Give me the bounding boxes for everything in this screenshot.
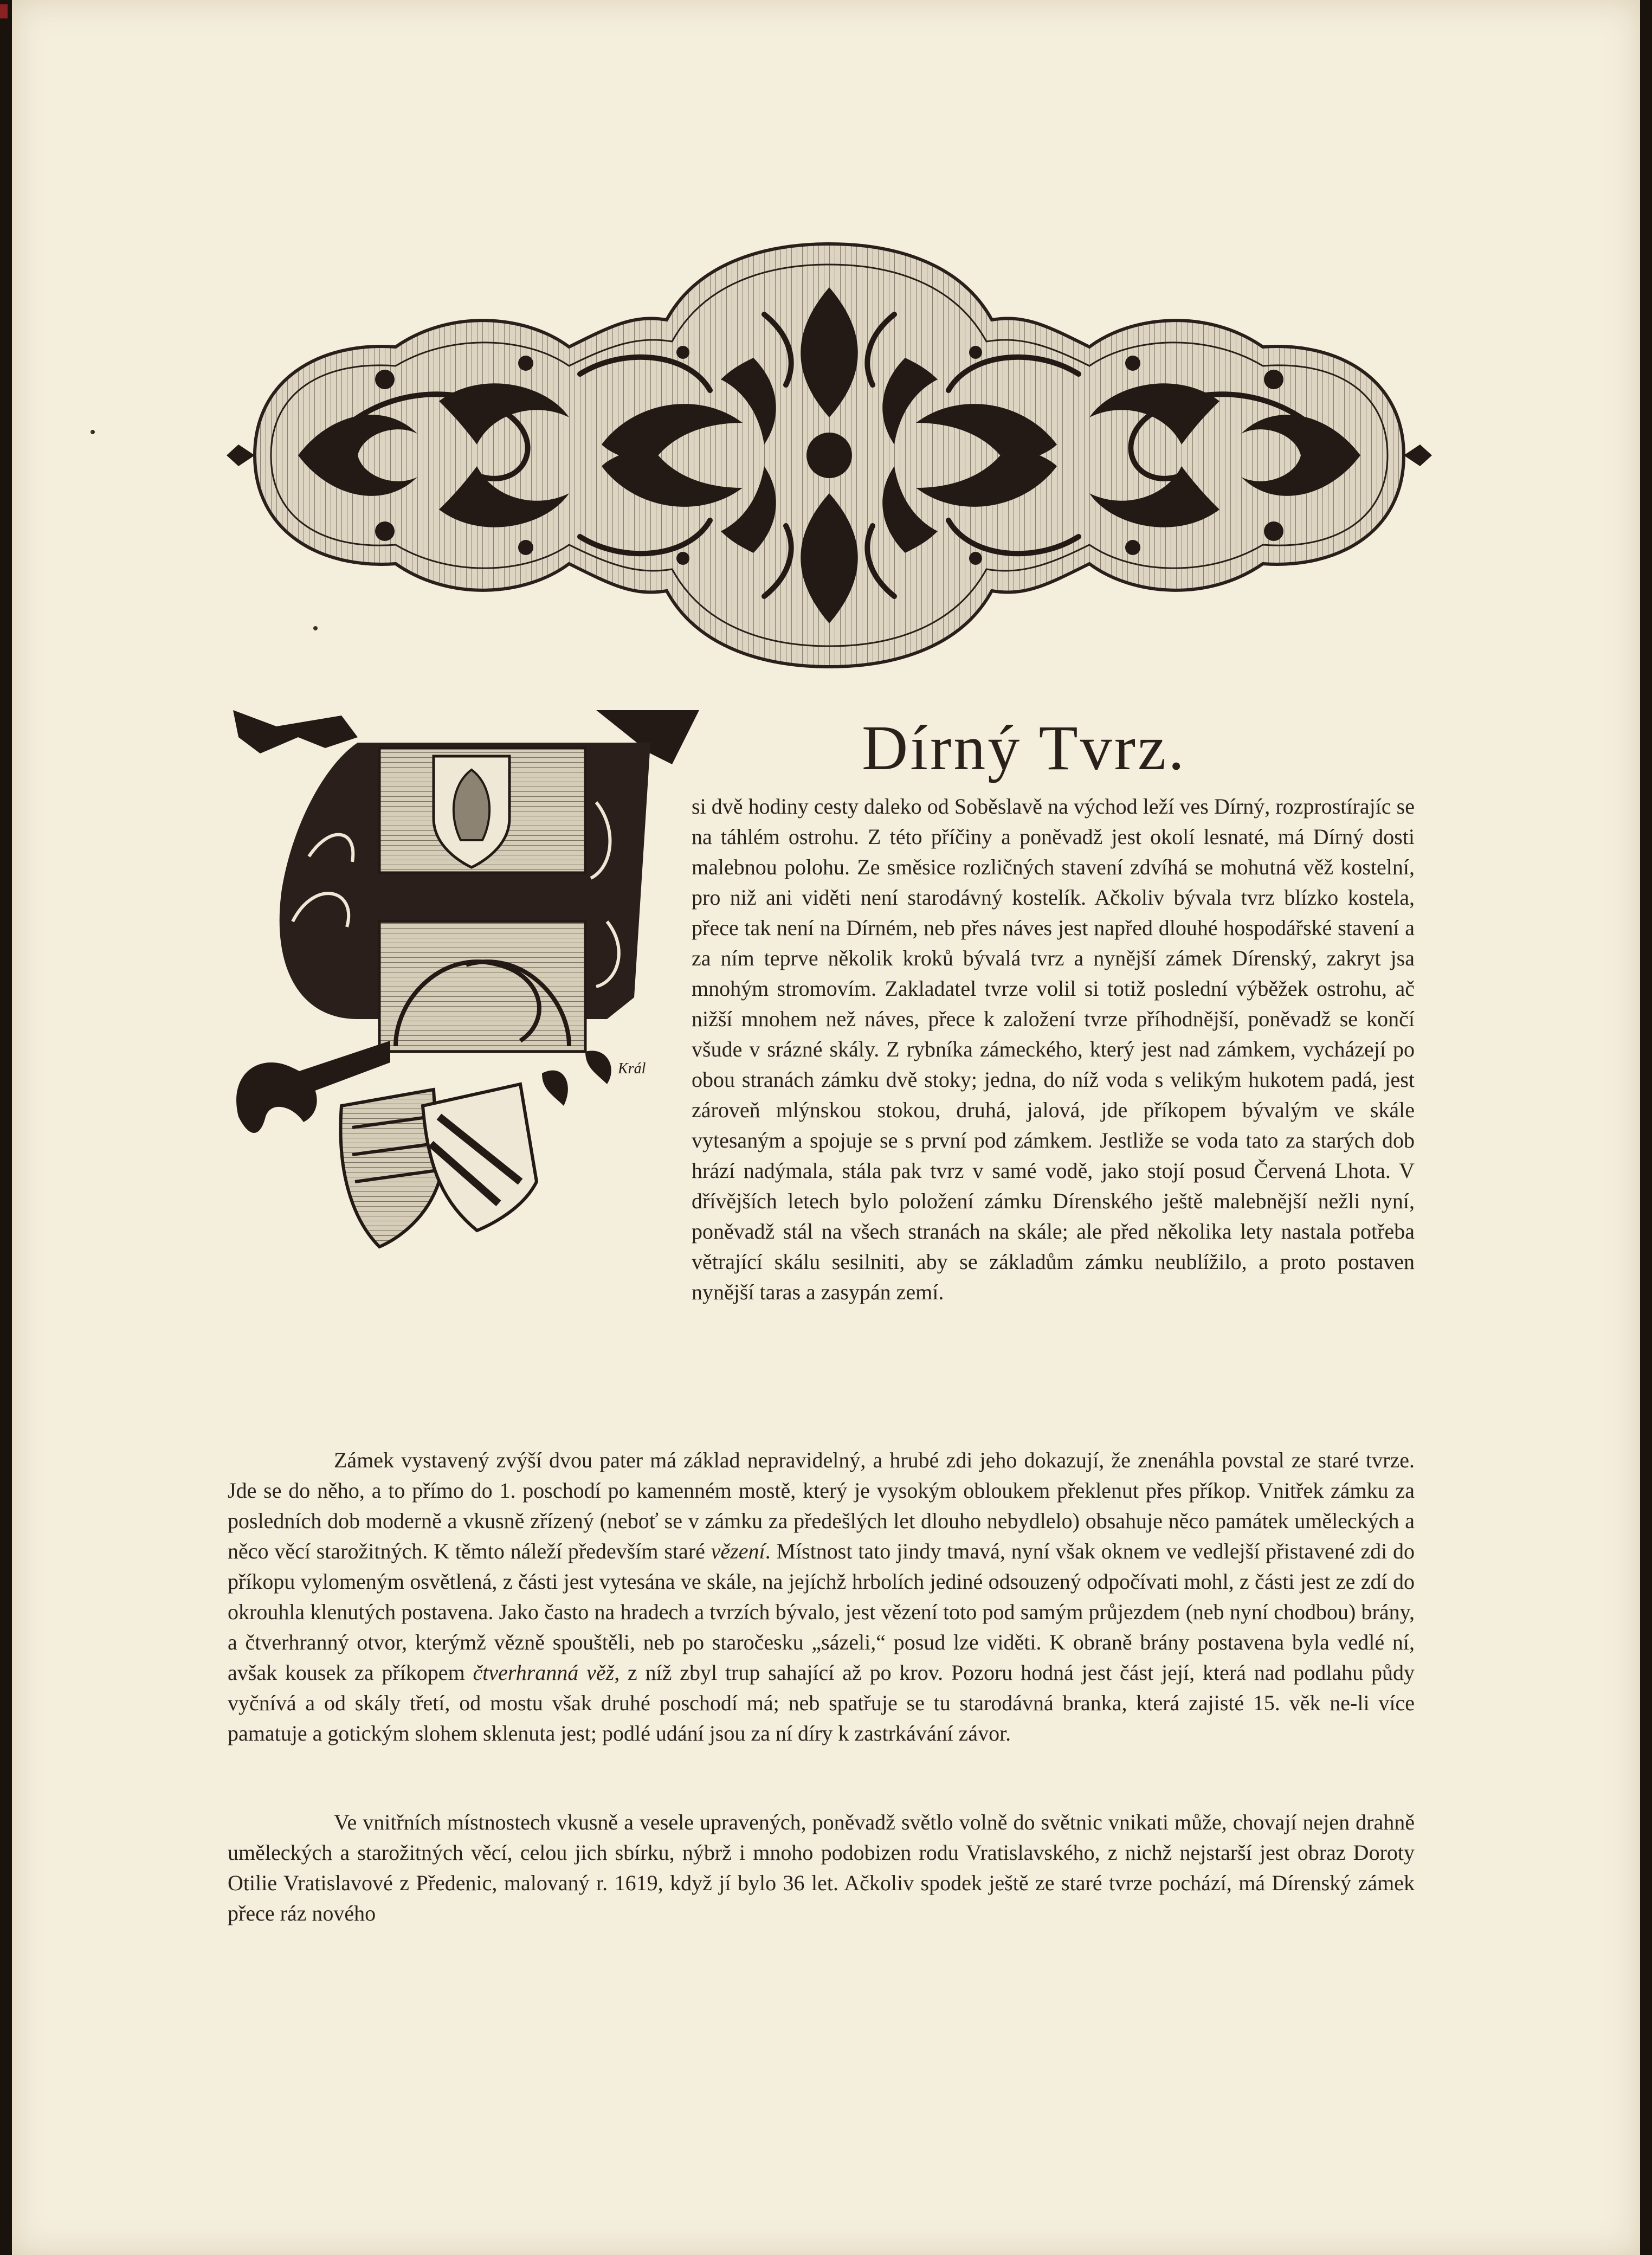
initial-spacer [228, 791, 692, 1333]
speck [91, 430, 95, 434]
paragraph-2-text-b: . Místnost tato jindy tmavá, nyní však oknem ve vedlejší přistavené zdi do příkopu vylomeným osvětlená, z části jest vytesána ve skále, na jejíchž hrbolích jediné odsouzený odpočívati mohl, z části jest ze zdí do okrouhla klenutých postavena. Jako často na hradech a tvrzích bývalo, jest vězení toto pod samým průjezdem (neb nyní chodbou) brány, a čtverhranný otvor, kterýmž vězně spouštěli, neb po staročesku „sázeli,“ posud lze viděti. K obraně brány postavena byla vedlé ní, avšak kousek za příkopem [228, 1539, 1415, 1685]
ornamental-headpiece [222, 239, 1436, 672]
paragraph-3-text: Ve vnitřních místnostech vkusně a vesele upravených, poněvadž světlo volně do světnic vnikati může, chovají nejen drahně uměleckých a starožitných věcí, celou jich sbírku, nýbrž i mnoho podobizen rodu Vratislavského, z nichž nejstarší jest obraz Doroty Otilie Vratislavové z Předenic, malovaný r. 1619, když jí bylo 36 let. Ačkoliv spodek ještě ze staré tvrze pochází, má Dírenský zámek přece ráz nového [228, 1810, 1415, 1925]
book-edge-right [1640, 0, 1652, 2255]
illustrator-signature: Král [618, 1060, 646, 1077]
emphasis-vezeni: vězení [711, 1539, 765, 1563]
paragraph-1 [228, 791, 1415, 1447]
paragraph-2-text-a: Zámek vystavený zvýší dvou pater má základ nepravidelný, a hrubé zdi jeho dokazují, že znenáhla povstal ze staré tvrze. Jde se do něho, a to přímo do 1. poschodí po kamenném mostě, který je vysokým obloukem překlenut přes příkop. Vnitřek zámku za posledních dob moderně a vkusně zřízený (neboť se v zámku za předešlých let dlouho nebydlelo) obsahuje něco památek uměleckých a něco věcí starožitných. K těmto náleží především staré [228, 1448, 1415, 1563]
paragraph-2 [228, 1445, 1415, 1803]
paragraph-3 [228, 1807, 1415, 1948]
book-edge-left [0, 0, 12, 2255]
page-title: Dírný Tvrz. [862, 712, 1186, 783]
paragraph-2-text-c: , z níž zbyl trup sahající až po krov. Pozoru hodná jest část její, která nad podlahu půdy vyčnívá a od skály třetí, od mostu však druhé poschodí má; neb spatřuje se tu starodávná branka, která zajisté 15. věk ne-li více pamatuje a gotickým slohem sklenuta jest; podlé udání jsou za ní díry k zastrkávání závor. [228, 1660, 1415, 1745]
paragraph-1-text: si dvě hodiny cesty daleko od Soběslavě na východ leží ves Dírný, rozprostírajíc se na táhlém ostrohu. Z této příčiny a poněvadž jest okolí lesnaté, má Dírný dosti malebnou polohu. Ze směsice rozličných stavení zdvíhá se mohutná věž kostelní, pro niž ani viděti není starodávný kostelík. Ačkoliv bývala tvrz blízko kostela, přece tak není na Dírném, neb přes náves jest napřed dlouhé hospodářské stavení a za ním teprve několik kroků bývalá tvrz a nynější zámek Dírenský, zakryt jsa mnohým stromovím. Zakladatel tvrze volil si totiž poslední výběžek ostrohu, ač nižší mnohem než náves, přece k založení tvrze příhodnější, poněvadž se končí všude v srázné skály. Z rybníka zámeckého, který jest nad zámkem, vycházejí po obou stranách zámku dvě stoky; jedna, do níž voda s velikým hukotem padá, jest zároveň mlýnskou stokou, druhá, jalová, jde příkopem bývalým ve skále vytesaným a spojuje se s první pod zámkem. Jestliže se voda tato za starých dob hrází nadýmala, stála pak tvrz v samé vodě, jako stojí posud Červená Lhota. V dřívějších letech bylo položení zámku Dírenského ještě malebnější nežli nyní, poněvadž stál na všech stranách na skále; ale před několika lety nastala potřeba větrající skálu sesilniti, aby se základům zámku neublížilo, a proto postaven nynější taras a zasypán zemí. [692, 794, 1415, 1304]
bookmark-ribbon [0, 4, 8, 18]
emphasis-ctverhranna-vez: čtverhranná věž [473, 1660, 615, 1685]
